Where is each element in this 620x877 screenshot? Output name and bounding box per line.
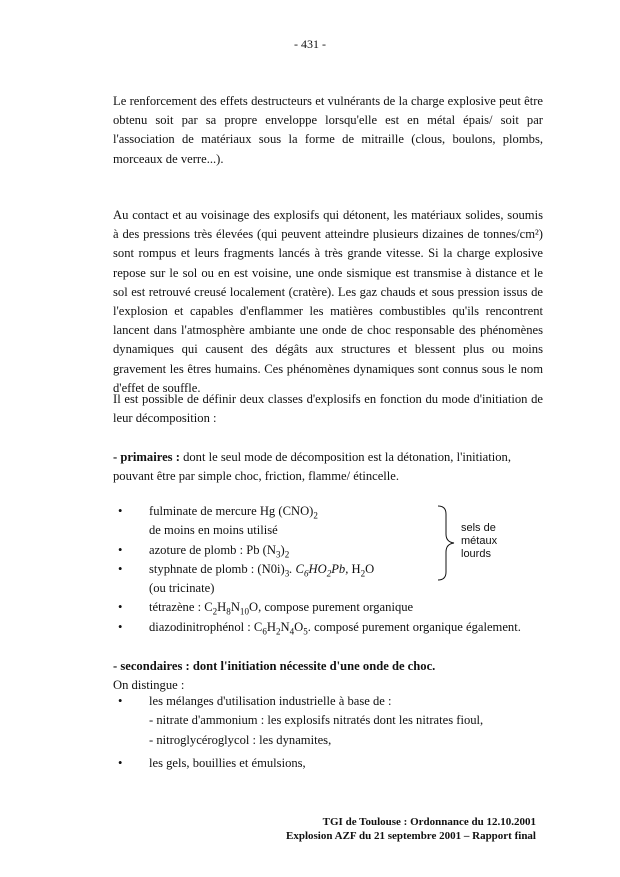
bullet: • bbox=[118, 755, 123, 770]
list-item: • les gels, bouillies et émulsions, bbox=[113, 754, 553, 773]
bullet: • bbox=[118, 504, 123, 518]
brace-label: sels de métaux lourds bbox=[461, 522, 498, 560]
bullet: • bbox=[118, 542, 123, 557]
paragraph-reinforcement: Le renforcement des effets destructeurs et vulnérants de la charge explosive peut être obtenu soit par sa propre enveloppe lorsqu'elle est en métal épais/ soit par l'association de matériaux sous la forme de mitraille (clous, boulons, plombs, morceaux de verre...). bbox=[113, 94, 543, 166]
paragraph-classes: Il est possible de définir deux classes d'explosifs en fonction du mode d'initiation de leur décomposition : bbox=[113, 392, 543, 426]
list-item: • azoture de plomb : Pb $(N_3)_2$ bbox=[118, 542, 290, 560]
secondaires-definition bbox=[113, 657, 553, 695]
list-item: • styphnate de plomb : $(N0i)_3$. $C_6HO_2Pb$, $H_2O$ (ou tricinate) bbox=[118, 561, 375, 596]
secondaires-intro: On distingue : bbox=[113, 678, 185, 692]
primaires-definition bbox=[113, 448, 553, 486]
bullet: • bbox=[118, 561, 123, 576]
list-item: • les mélanges d'utilisation industrielle à base de : - nitrate d'ammonium : les explosifs nitratés dont les nitrates fioul, - nitroglycéroglycol : les dynamites, bbox=[118, 694, 484, 747]
bullet: • bbox=[118, 600, 123, 615]
secondaires-list bbox=[113, 692, 553, 773]
bullet: • bbox=[118, 619, 123, 634]
page-number: - 431 - bbox=[294, 37, 326, 51]
right-brace-icon bbox=[436, 504, 462, 582]
primaires-text: dont le seul mode de décomposition est la détonation, l'initiation, pouvant être par simple choc, friction, flamme/ étincelle. bbox=[113, 450, 511, 483]
footer-line-2: Explosion AZF du 21 septembre 2001 – Rapport final bbox=[286, 830, 536, 842]
list-item: • diazodinitrophénol : $C_6H_2N_4O_5$. composé purement organique également. bbox=[118, 619, 521, 637]
footer bbox=[286, 815, 536, 843]
primaires-label: - primaires : bbox=[113, 450, 180, 464]
list-item: • tétrazène : $C_2H_8N_{10}O$, compose purement organique bbox=[118, 600, 414, 617]
paragraph-contact-effects: Au contact et au voisinage des explosifs qui détonent, les matériaux solides, soumis à des pressions très élevées (qui peuvent atteindre plusieurs dizaines de tonnes/cm²) sont rompus et leurs fragments lancés à très grande vitesse. Si la charge explosive repose sur le sol ou en est voisine, une onde sismique est transmise à distance et le sol est retrouvé creusé localement (cratère). Les gaz chauds et sous pression issus de l'explosion et capables d'enflammer les matières combustibles qu'ils rencontrent lancent dans l'atmosphère ambiante une onde de choc responsable des phénomènes dynamiques qui causent des dégâts aux structures et blessent plus ou moins gravement les êtres humains. Ces phénomènes dynamiques sont connus sous le nom d'effet de souffle. bbox=[113, 208, 543, 395]
secondaires-label: - secondaires : dont l'initiation nécessite d'une onde de choc. bbox=[113, 659, 436, 673]
list-item: • fulminate de mercure Hg $(CNO)_2$ de moins en moins utilisé bbox=[118, 504, 318, 538]
bullet: • bbox=[118, 694, 123, 708]
footer-line-1: TGI de Toulouse : Ordonnance du 12.10.2001 bbox=[322, 816, 536, 828]
